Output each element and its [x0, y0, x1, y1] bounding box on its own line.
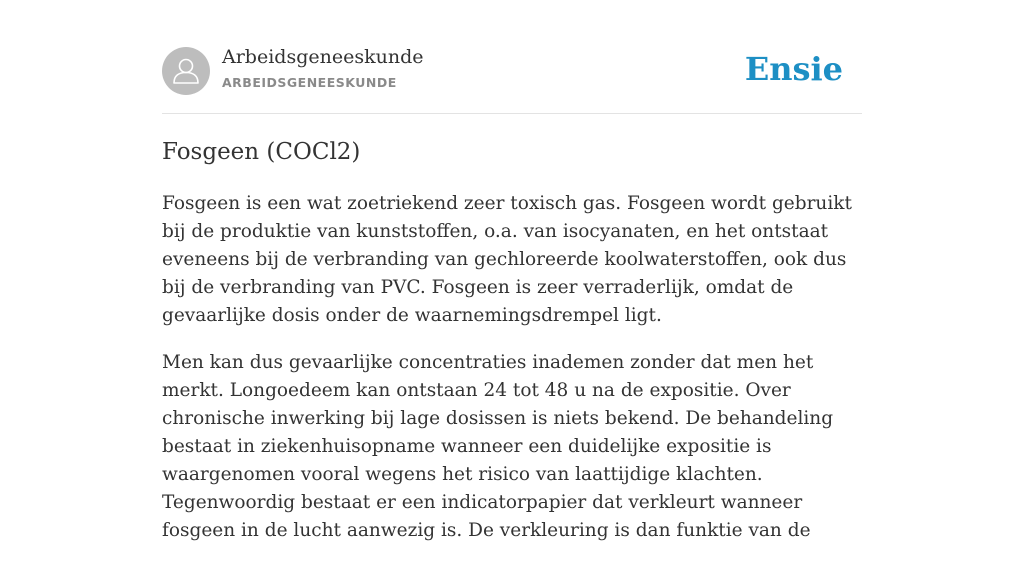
brand-logo[interactable]: Ensie: [744, 50, 843, 88]
paragraph: Fosgeen is een wat zoetriekend zeer toxisch gas. Fosgeen wordt gebruikt bij de produktie van kunststoffen, o.a. van isocyanaten, en het ontstaat eveneens bij de verbranding van gechloreerde koolwaterstoffen, ook dus bij de verbranding van PVC. Fosgeen is zeer verraderlijk, omdat de gevaarlijke dosis onder de waarnemingsdrempel ligt.: [162, 193, 852, 326]
author-category[interactable]: ARBEIDSGENEESKUNDE: [222, 75, 397, 90]
user-icon[interactable]: [162, 47, 210, 95]
author-name[interactable]: Arbeidsgeneeskunde: [222, 46, 424, 68]
page-title: Fosgeen (COCl2): [162, 139, 361, 165]
page-container: [162, 0, 862, 541]
header: [162, 0, 862, 114]
article-body: [162, 190, 862, 564]
paragraph: Men kan dus gevaarlijke concentraties inademen zonder dat men het merkt. Longoedeem kan ontstaan 24 tot 48 u na de expositie. Over chronische inwerking bij lage dosissen is niets bekend. De behandeling bestaat in ziekenhuisopname wanneer een duidelijke expositie is waargenomen vooral wegens het risico van laattijdige klachten. Tegenwoordig bestaat er een indicatorpapier dat verkleurt wanneer fosgeen in de lucht aanwezig is. De verkleuring is dan funktie van de: [162, 352, 834, 541]
